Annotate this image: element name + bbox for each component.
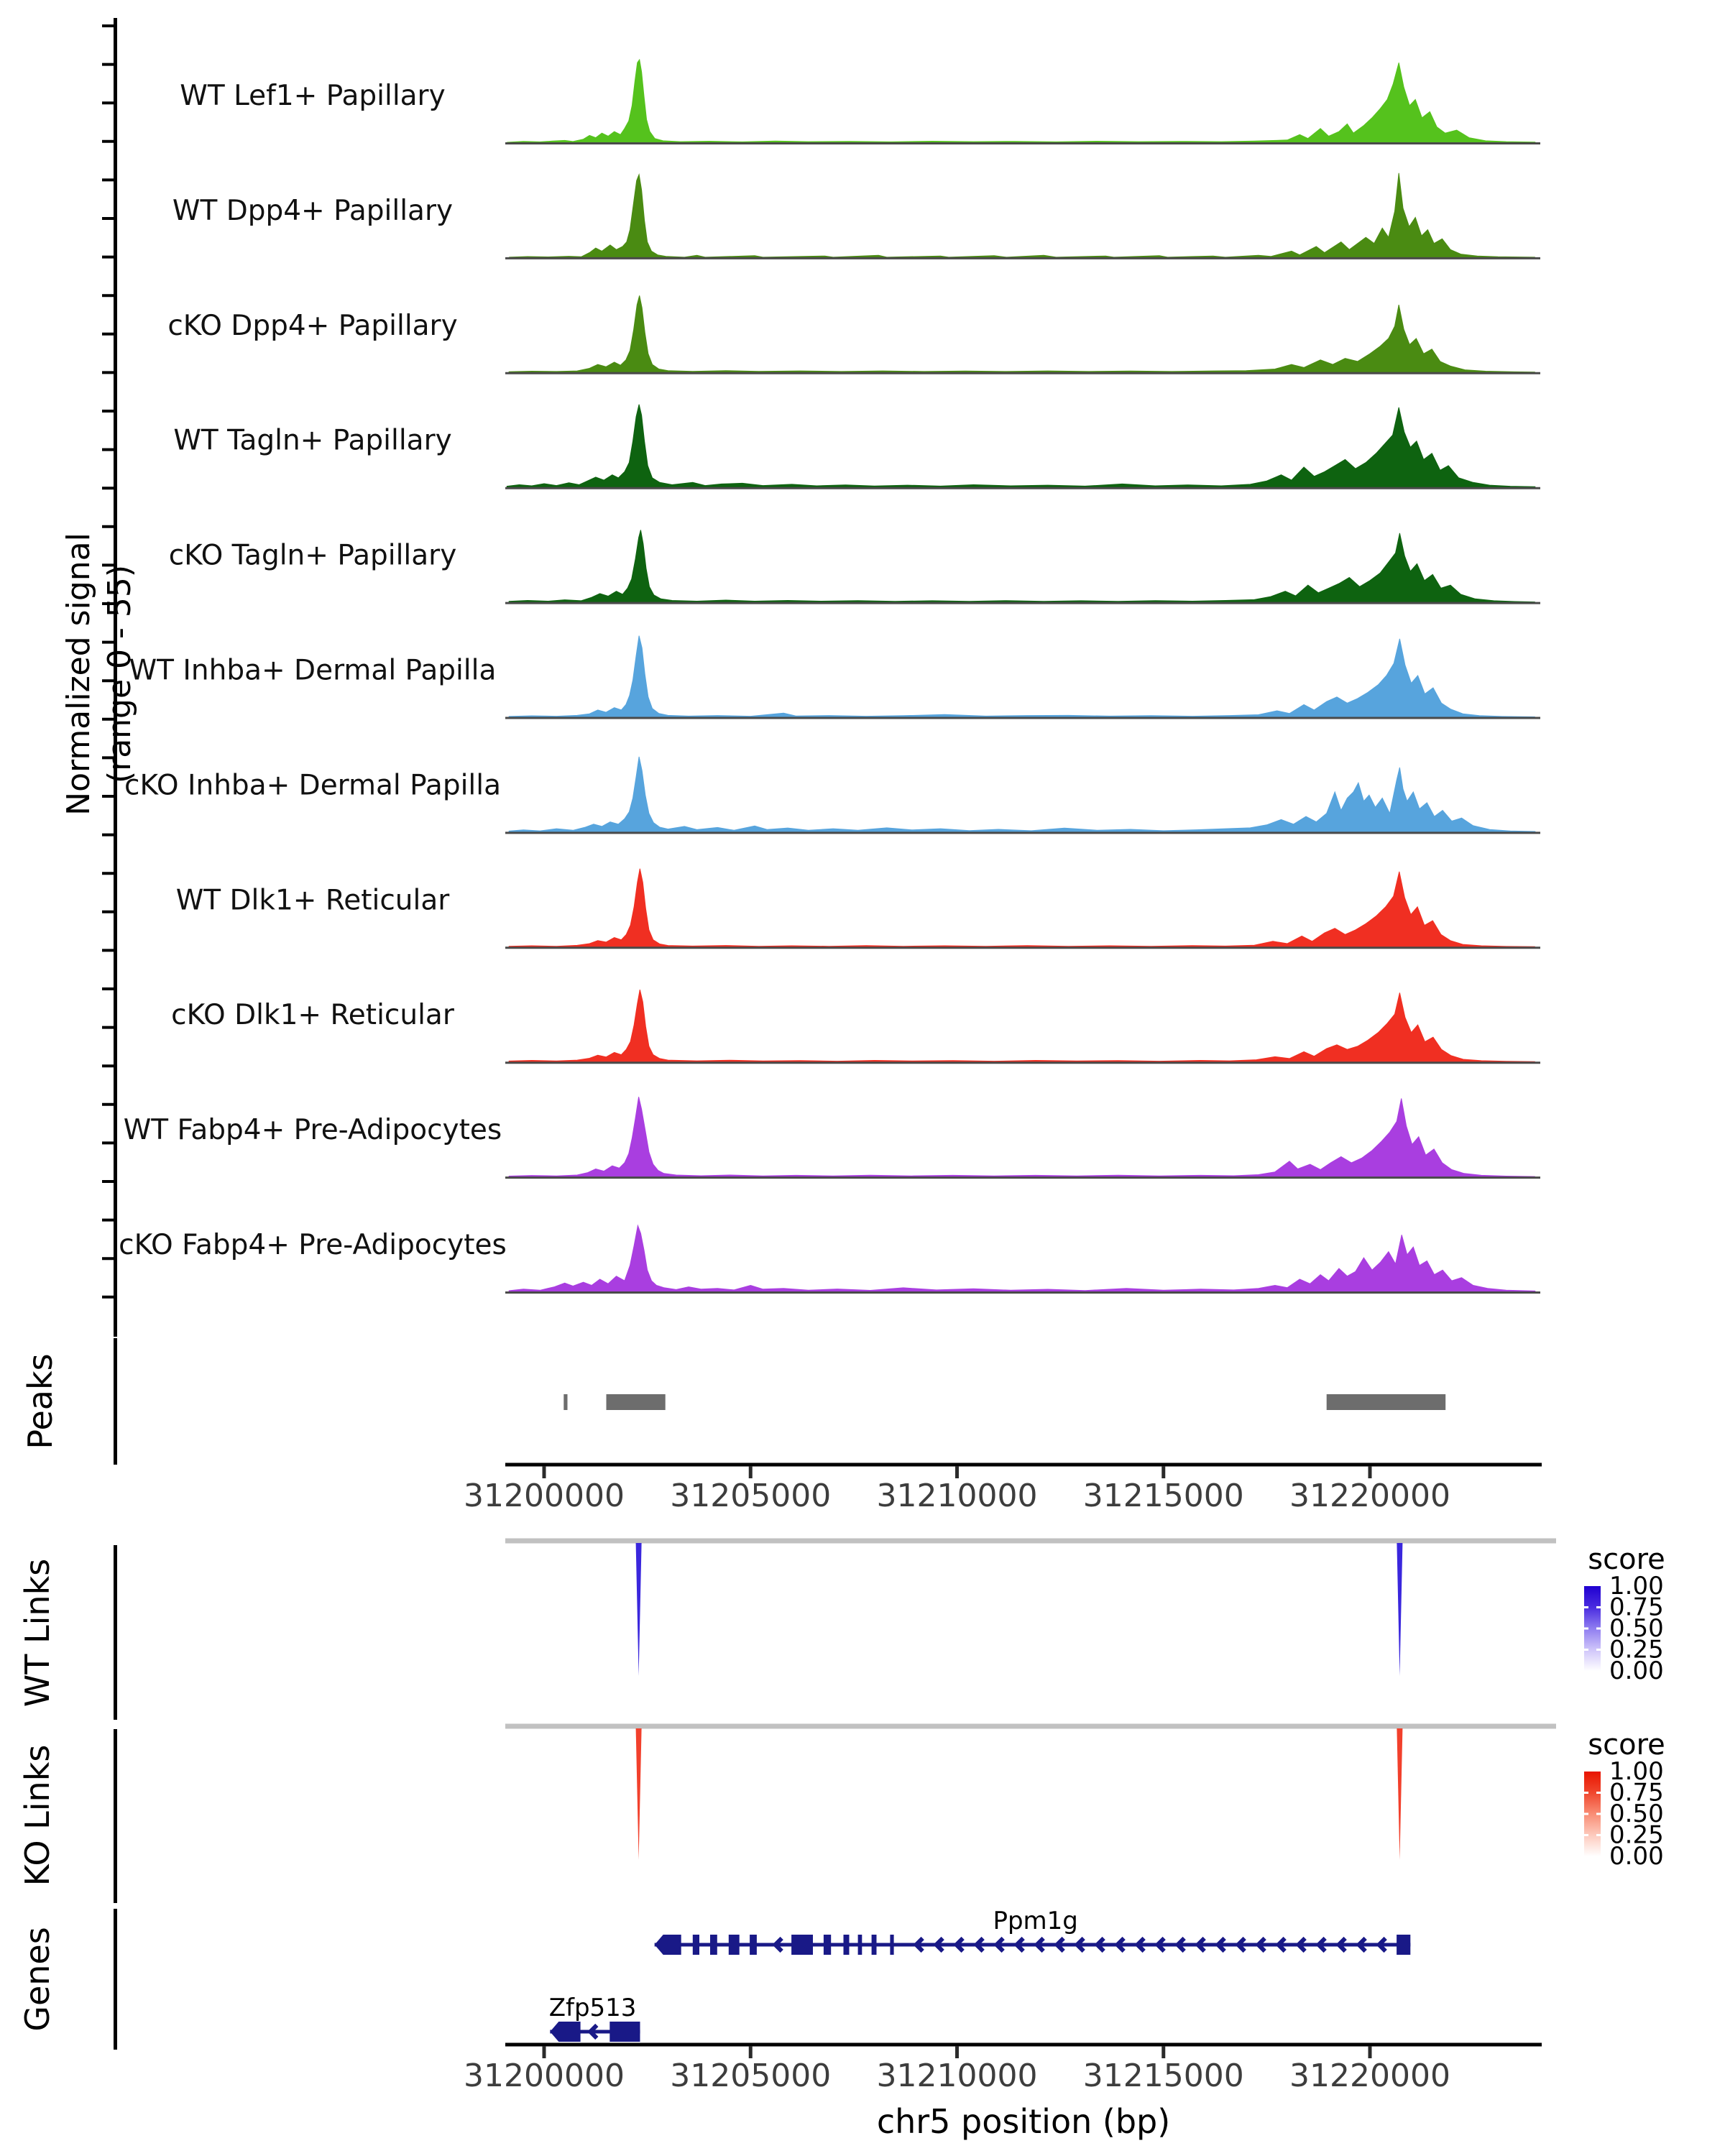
axis-tick-label: 31200000 bbox=[464, 1478, 625, 1514]
coverage-track bbox=[172, 173, 1540, 259]
coverage-tracks-group bbox=[119, 60, 1540, 1293]
gene-model bbox=[655, 1907, 1411, 1955]
gene-exon bbox=[858, 1935, 862, 1955]
wt-links-track bbox=[505, 1541, 1664, 1685]
coverage-signal-area bbox=[509, 173, 1535, 257]
coverage-signal-area bbox=[507, 60, 1535, 142]
gene-exon bbox=[750, 1935, 757, 1955]
coverage-track-label: WT Fabp4+ Pre-Adipocytes bbox=[123, 1114, 502, 1147]
coverage-track bbox=[176, 869, 1540, 948]
genes-section-label: Genes bbox=[18, 1927, 57, 2032]
position-axis-bottom bbox=[464, 2045, 1542, 2094]
gene-exon-terminal bbox=[550, 2022, 580, 2042]
axis-tick-label: 31205000 bbox=[670, 1478, 832, 1514]
gene-exon bbox=[824, 1935, 831, 1955]
link-tracks-group bbox=[505, 1541, 1664, 1871]
coverage-y-axis-label-line2: (range 0 - 55) bbox=[101, 564, 138, 784]
axis-tick-label: 31200000 bbox=[464, 2058, 625, 2094]
peaks-section-label: Peaks bbox=[21, 1353, 60, 1450]
coverage-track bbox=[124, 757, 1540, 833]
peak-interval bbox=[1327, 1394, 1446, 1410]
gene-exon-terminal bbox=[655, 1935, 681, 1955]
legend-colorbar-tick bbox=[1584, 1792, 1588, 1794]
coverage-signal-area bbox=[509, 295, 1535, 372]
legend-colorbar-tick bbox=[1596, 1792, 1601, 1794]
x-axis-title: chr5 position (bp) bbox=[876, 2102, 1171, 2141]
coverage-track-label: cKO Inhba+ Dermal Papilla bbox=[124, 769, 501, 802]
coverage-track-label: WT Lef1+ Papillary bbox=[180, 80, 446, 112]
legend-tick-label: 0.00 bbox=[1609, 1657, 1664, 1685]
coverage-track-label: WT Tagln+ Papillary bbox=[173, 424, 452, 457]
legend-tick-label: 0.25 bbox=[1609, 1820, 1664, 1850]
coverage-y-axis-label bbox=[58, 533, 140, 816]
axis-tick-label: 31210000 bbox=[876, 2058, 1038, 2094]
legend-colorbar-tick bbox=[1596, 1834, 1601, 1836]
legend-tick-label: 0.25 bbox=[1609, 1635, 1664, 1664]
coverage-y-axis bbox=[102, 18, 116, 2050]
position-axis-top bbox=[464, 1465, 1542, 1514]
coverage-signal-area bbox=[509, 636, 1535, 717]
link-arc bbox=[1397, 1543, 1402, 1676]
link-arc bbox=[636, 1728, 642, 1860]
coverage-track bbox=[169, 530, 1540, 604]
link-arc bbox=[636, 1543, 642, 1676]
wt-links-section-label: WT Links bbox=[18, 1558, 57, 1708]
legend-tick-label: 0.00 bbox=[1609, 1842, 1664, 1871]
legend-tick-label: 0.50 bbox=[1609, 1800, 1664, 1828]
legend-tick-label: 0.75 bbox=[1609, 1778, 1664, 1807]
legend-colorbar-tick bbox=[1584, 1606, 1588, 1608]
gene-exon bbox=[791, 1935, 813, 1955]
coverage-signal-area bbox=[507, 405, 1535, 487]
axis-tick-label: 31220000 bbox=[1289, 1478, 1450, 1514]
coverage-track bbox=[180, 60, 1540, 144]
peak-interval bbox=[607, 1394, 666, 1410]
coverage-signal-area bbox=[509, 1097, 1535, 1176]
legend-colorbar-tick bbox=[1584, 1628, 1588, 1630]
peak-interval bbox=[564, 1394, 567, 1410]
legend-colorbar-tick bbox=[1596, 1628, 1601, 1630]
legend-colorbar-tick bbox=[1596, 1606, 1601, 1608]
coverage-signal-area bbox=[509, 1225, 1535, 1291]
coverage-signal-area bbox=[509, 530, 1535, 602]
ko-links-section-label: KO Links bbox=[18, 1744, 57, 1886]
link-arc bbox=[1397, 1728, 1402, 1860]
legend-tick-label: 0.75 bbox=[1609, 1593, 1664, 1622]
ko-links-track bbox=[505, 1726, 1664, 1871]
coverage-signal-area bbox=[509, 990, 1535, 1061]
axis-tick-label: 31205000 bbox=[670, 2058, 832, 2094]
coverage-track bbox=[167, 295, 1540, 373]
gene-name-label: Zfp513 bbox=[548, 1994, 637, 2022]
coverage-track-label: cKO Dpp4+ Papillary bbox=[167, 309, 458, 342]
coverage-track-label: cKO Fabp4+ Pre-Adipocytes bbox=[119, 1229, 507, 1261]
axis-tick-label: 31215000 bbox=[1082, 1478, 1244, 1514]
axis-tick-label: 31220000 bbox=[1289, 2058, 1450, 2094]
gene-exon bbox=[872, 1935, 877, 1955]
legend-colorbar-tick bbox=[1596, 1813, 1601, 1815]
coverage-track bbox=[173, 405, 1540, 489]
gene-exon bbox=[890, 1935, 893, 1955]
legend-tick-label: 1.00 bbox=[1609, 1757, 1664, 1786]
peaks-track bbox=[564, 1394, 1445, 1410]
coverage-track bbox=[129, 636, 1540, 718]
ko-links-legend-title: score bbox=[1588, 1728, 1665, 1761]
gene-exon bbox=[844, 1935, 850, 1955]
gene-exon bbox=[729, 1935, 740, 1955]
wt-links-legend-title: score bbox=[1588, 1543, 1665, 1576]
axis-tick-label: 31210000 bbox=[876, 1478, 1038, 1514]
coverage-track bbox=[124, 1097, 1540, 1177]
gene-model bbox=[549, 1994, 640, 2042]
coverage-track-label: WT Inhba+ Dermal Papilla bbox=[129, 654, 497, 687]
gene-exon bbox=[693, 1935, 699, 1955]
legend-colorbar-tick bbox=[1584, 1834, 1588, 1836]
coverage-y-axis-label-line1: Normalized signal bbox=[60, 533, 97, 816]
legend-colorbar-tick bbox=[1596, 1649, 1601, 1651]
legend-colorbar-tick bbox=[1584, 1649, 1588, 1651]
gene-exon bbox=[1397, 1935, 1410, 1955]
coverage-track bbox=[119, 1225, 1540, 1292]
legend-colorbar-tick bbox=[1584, 1813, 1588, 1815]
coverage-track-label: cKO Dlk1+ Reticular bbox=[171, 999, 454, 1032]
coverage-track bbox=[171, 990, 1540, 1063]
coverage-signal-area bbox=[509, 757, 1535, 831]
coverage-signal-area bbox=[509, 869, 1535, 947]
gene-exon bbox=[610, 2022, 640, 2042]
coverage-track-label: WT Dpp4+ Papillary bbox=[172, 194, 454, 227]
legend-tick-label: 0.50 bbox=[1609, 1614, 1664, 1643]
gene-exon bbox=[710, 1935, 717, 1955]
gene-track bbox=[549, 1907, 1411, 2042]
coverage-track-label: WT Dlk1+ Reticular bbox=[175, 884, 450, 917]
coverage-track-label: cKO Tagln+ Papillary bbox=[168, 539, 457, 572]
gene-name-label: Ppm1g bbox=[993, 1907, 1078, 1935]
axis-tick-label: 31215000 bbox=[1082, 2058, 1244, 2094]
legend-tick-label: 1.00 bbox=[1609, 1572, 1664, 1600]
